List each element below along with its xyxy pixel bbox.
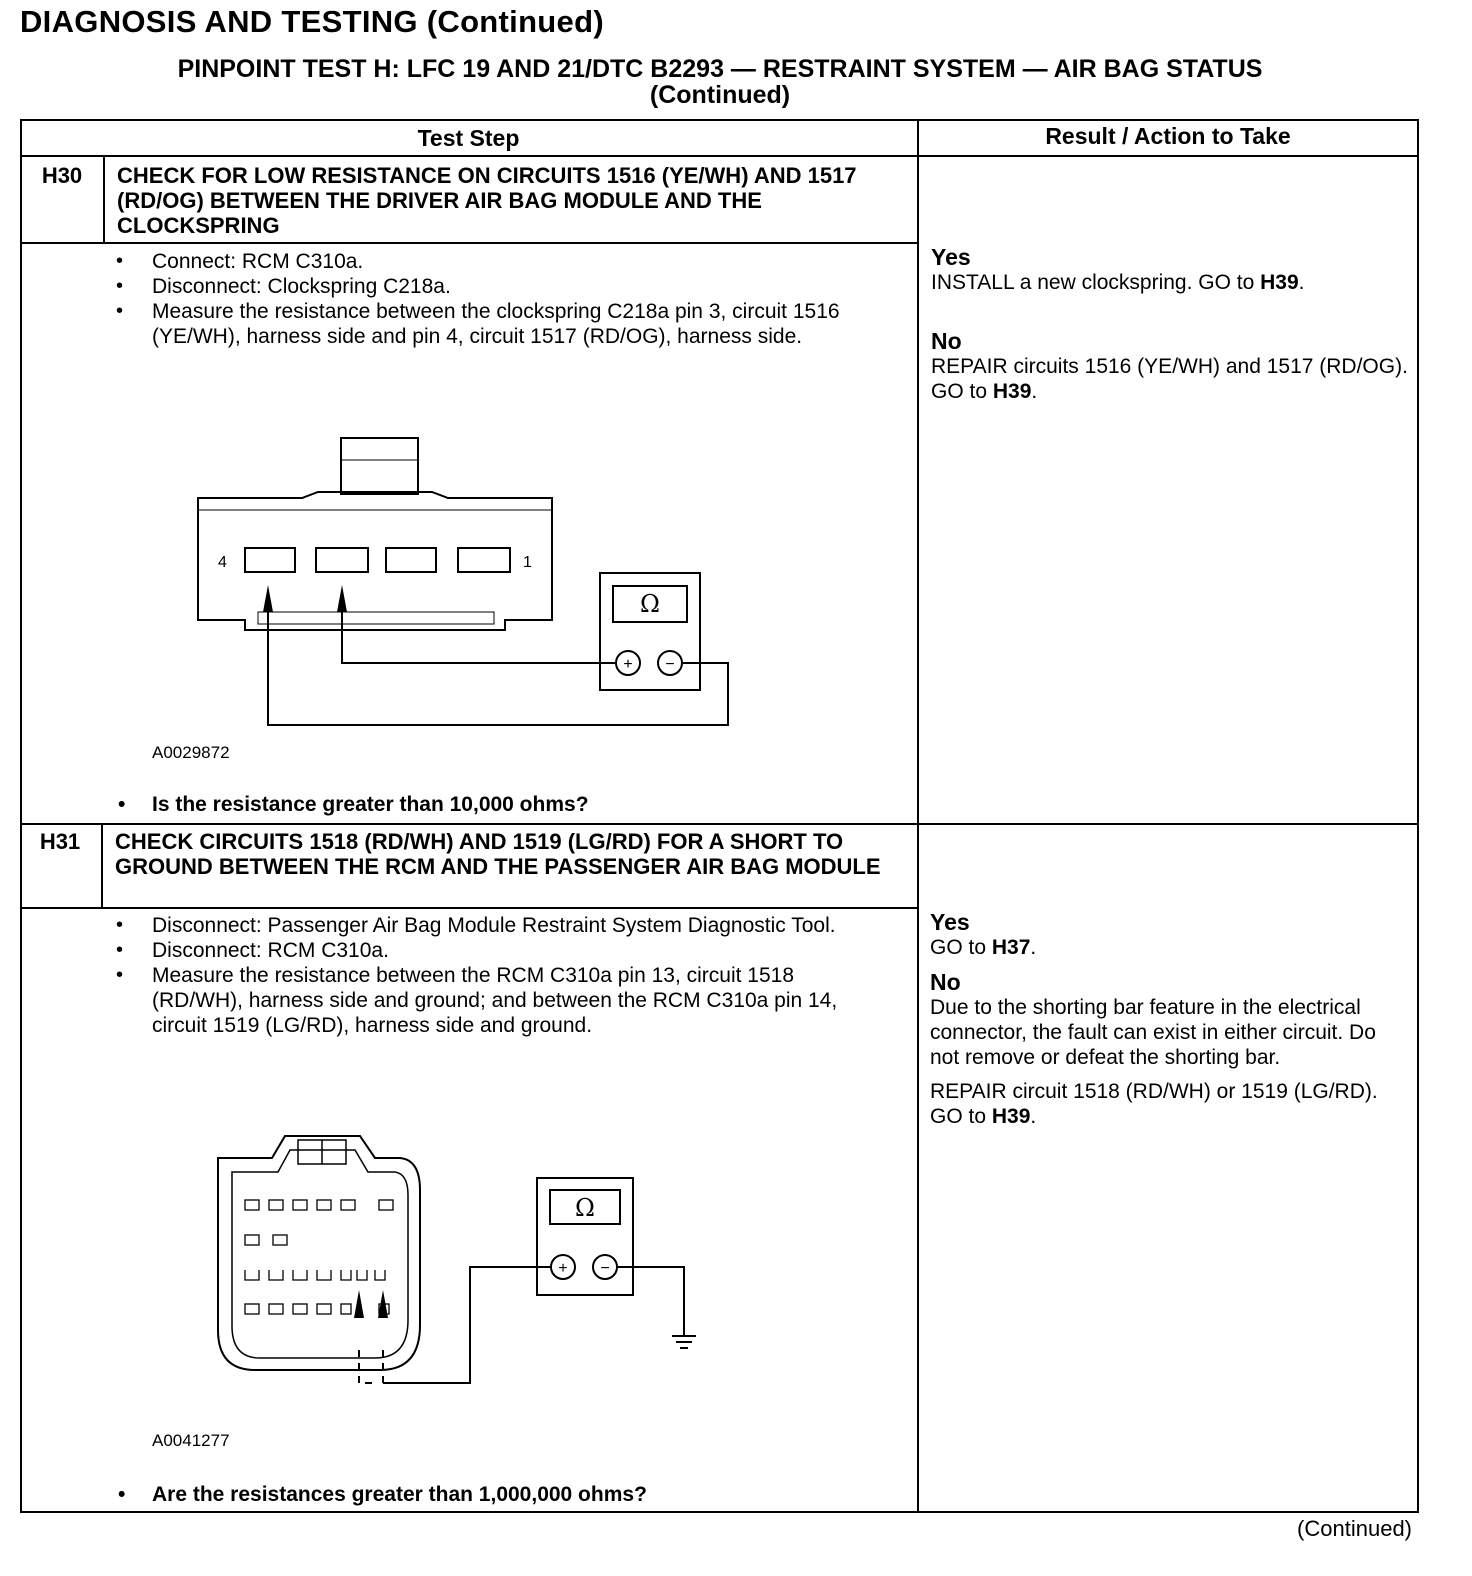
yes-label: Yes <box>930 909 970 935</box>
no-label: No <box>930 969 961 995</box>
col-header-result: Result / Action to Take <box>1045 123 1291 149</box>
page-title: DIAGNOSIS AND TESTING (Continued) <box>20 4 604 39</box>
no-explanation: Due to the shorting bar feature in the electrical connector, the fault can exist in either circuit. Do not remove or defeat the shorting bar. <box>930 996 1376 1069</box>
action-item: • Measure the resistance between the RCM C310a pin 13, circuit 1518 (RD/WH), harness side and ground; and between the RCM C310a pin 14, circuit 1519 (LG/RD), harness side and ground. <box>114 963 874 1038</box>
no-label: No <box>931 328 962 354</box>
action-item: • Connect: RCM C310a. <box>114 249 874 274</box>
action-item: • Disconnect: Clockspring C218a. <box>114 274 874 299</box>
yes-action: INSTALL a new clockspring. GO to H39. <box>931 271 1305 294</box>
plus-symbol: + <box>623 656 633 673</box>
action-item: • Disconnect: RCM C310a. <box>114 938 874 963</box>
step-question: • Is the resistance greater than 10,000 ohms? <box>114 793 589 817</box>
yes-action: GO to H37. <box>930 936 1037 959</box>
step-id: H30 <box>41 163 83 188</box>
goto-link: H39 <box>992 380 1032 403</box>
ohm-symbol: Ω <box>575 1194 595 1222</box>
minus-symbol: − <box>665 656 675 673</box>
step-title: CHECK FOR LOW RESISTANCE ON CIRCUITS 1516 (YE/WH) AND 1517 (RD/OG) BETWEEN THE DRIVER AIR BAG MODULE AND THE CLOCKSPRING <box>117 163 857 238</box>
pin-label-4: 4 <box>218 554 227 571</box>
figure-id: A0041277 <box>152 1431 230 1450</box>
minus-symbol: − <box>600 1260 610 1277</box>
step-title: CHECK CIRCUITS 1518 (RD/WH) AND 1519 (LG/RD) FOR A SHORT TO GROUND BETWEEN THE RCM AND THE PASSENGER AIR BAG MODULE <box>115 829 881 879</box>
no-action: REPAIR circuits 1516 (YE/WH) and 1517 (RD/OG). GO to H39. <box>931 355 1408 403</box>
rcm-connector-body <box>218 1136 420 1370</box>
pin-label-1: 1 <box>523 554 532 571</box>
pinpoint-test-title-line2: (Continued) <box>649 81 791 109</box>
test-lead-ground <box>617 1267 684 1335</box>
yes-label: Yes <box>931 244 971 270</box>
continued-footer: (Continued) <box>1297 1516 1412 1541</box>
no-action: REPAIR circuit 1518 (RD/WH) or 1519 (LG/RD). GO to H39. <box>930 1080 1378 1128</box>
figure-id: A0029872 <box>152 743 230 762</box>
col-header-test-step: Test Step <box>417 125 520 151</box>
action-item: • Measure the resistance between the clockspring C218a pin 3, circuit 1516 (YE/WH), harness side and pin 4, circuit 1517 (RD/OG), harness side. <box>114 299 874 349</box>
plus-symbol: + <box>558 1260 568 1277</box>
goto-link: H37 <box>991 936 1031 959</box>
result-no <box>930 970 1410 1129</box>
goto-link: H39 <box>991 1105 1031 1128</box>
ohm-symbol: Ω <box>640 590 660 618</box>
pinpoint-test-title-line1: PINPOINT TEST H: LFC 19 AND 21/DTC B2293 — RESTRAINT SYSTEM — AIR BAG STATUS <box>177 55 1263 83</box>
result-yes <box>930 910 1410 960</box>
step-question: • Are the resistances greater than 1,000,000 ohms? <box>114 1483 647 1507</box>
step-id: H31 <box>39 829 81 854</box>
goto-link: H39 <box>1260 271 1299 294</box>
probe-1 <box>354 1290 364 1318</box>
action-item: • Disconnect: Passenger Air Bag Module Restraint System Diagnostic Tool. <box>114 913 874 938</box>
